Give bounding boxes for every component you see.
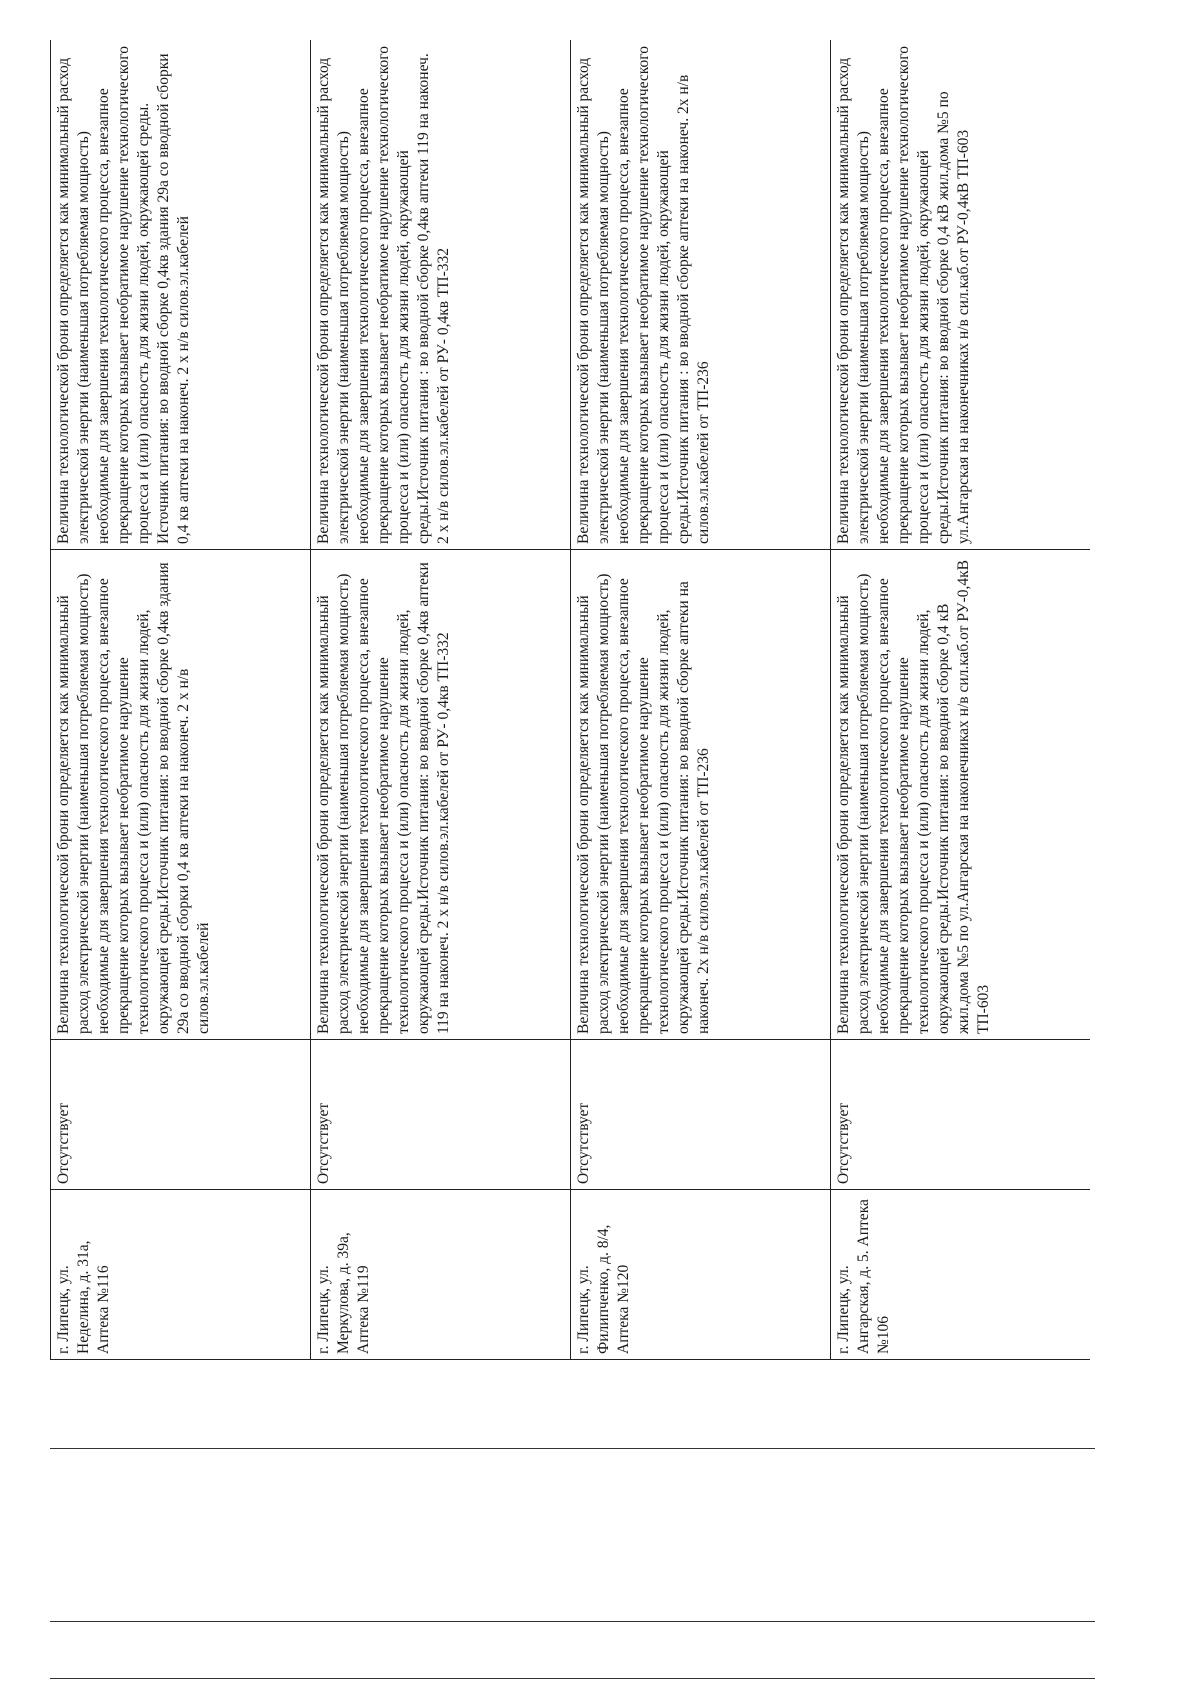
table-row [571,40,831,1360]
table-row [311,40,571,1360]
reserve-description-cell: Величина технологической брони определяется как минимальный расход электрической энергии (наименьшая потребляемая мощность) необходимые для завершения технологического процесса, внезапное прекращение которых вызывает необратимое нарушение технологического процесса и (или) опасность для жизни людей, окружающей среды.Источник питания: во вводной сборке аптеки на наконеч. 2х н/в силов.эл.кабелей от ТП-236 [571,550,831,1040]
page-rule [50,1678,1095,1679]
address-cell: г. Липецк, ул. Меркулова, д. 39а, Аптека №119 [311,1190,571,1360]
rotated-table-region [50,40,1090,1360]
reserve-description-cell-2: Величина технологической брони определяется как минимальный расход электрической энергии (наименьшая потребляемая мощность) необходимые для завершения технологического процесса, внезапное прекращение которых вызывает необратимое нарушение технологического процесса и (или) опасность для жизни людей, окружающей среды.Источник питания: во вводной сборке 0,4 кВ жил.дома №5 по ул.Ангарская на наконечниках н/в сил.каб.от РУ-0,4кВ ТП-603 [831,40,1091,550]
address-cell: г. Липецк, ул. Филипченко, д. 8/4, Аптека №120 [571,1190,831,1360]
reserve-description-cell-2: Величина технологической брони определяется как минимальный расход электрической энергии (наименьшая потребляемая мощность) необходимые для завершения технологического процесса, внезапное прекращение которых вызывает необратимое нарушение технологического процесса и (или) опасность для жизни людей, окружающей среды. Источник питания: во вводной сборке 0,4кв здания 29а со вводной сборки 0,4 кв аптеки на наконеч. 2 х н/в силов.эл.кабелей [51,40,311,550]
reserve-description-cell: Величина технологической брони определяется как минимальный расход электрической энергии (наименьшая потребляемая мощность) необходимые для завершения технологического процесса, внезапное прекращение которых вызывает необратимое нарушение технологического процесса и (или) опасность для жизни людей, окружающей среды.Источник питания: во вводной сборке 0,4кв аптеки 119 на наконеч. 2 х н/в силов.эл.кабелей от РУ- 0,4кв ТП-332 [311,550,571,1040]
tech-reserve-table [50,40,1090,1360]
reserve-description-cell-2: Величина технологической брони определяется как минимальный расход электрической энергии (наименьшая потребляемая мощность) необходимые для завершения технологического процесса, внезапное прекращение которых вызывает необратимое нарушение технологического процесса и (или) опасность для жизни людей, окружающей среды.Источник питания : во вводной сборке аптеки на наконеч. 2х н/в силов.эл.кабелей от ТП-236 [571,40,831,550]
rotated-table-frame [50,40,1090,1360]
reserve-description-cell: Величина технологической брони определяется как минимальный расход электрической энергии (наименьшая потребляемая мощность) необходимые для завершения технологического процесса, внезапное прекращение которых вызывает необратимое нарушение технологического процесса и (или) опасность для жизни людей, окружающей среды.Источник питания: во вводной сборке 0,4кв здания 29а со вводной сборки 0,4 кв аптеки на наконеч. 2 х н/в силов.эл.кабелей [51,550,311,1040]
page-rule [50,1621,1095,1622]
status-cell: Отсутствует [831,1040,1091,1190]
address-cell: г. Липецк, ул. Ангарская, д. 5. Аптека №106 [831,1190,1091,1360]
status-cell: Отсутствует [51,1040,311,1190]
status-cell: Отсутствует [311,1040,571,1190]
status-cell: Отсутствует [571,1040,831,1190]
table-row [831,40,1091,1360]
page-rule [50,1448,1095,1449]
reserve-description-cell-2: Величина технологической брони определяется как минимальный расход электрической энергии (наименьшая потребляемая мощность) необходимые для завершения технологического процесса, внезапное прекращение которых вызывает необратимое нарушение технологического процесса и (или) опасность для жизни людей, окружающей среды.Источник питания : во вводной сборке 0,4кв аптеки 119 на наконеч. 2 х н/в силов.эл.кабелей от РУ- 0,4кв ТП-332 [311,40,571,550]
reserve-description-cell: Величина технологической брони определяется как минимальный расход электрической энергии (наименьшая потребляемая мощность) необходимые для завершения технологического процесса, внезапное прекращение которых вызывает необратимое нарушение технологического процесса и (или) опасность для жизни людей, окружающей среды.Источник питания: во вводной сборке 0,4 кВ жил.дома №5 по ул.Ангарская на наконечниках н/в сил.каб.от РУ-0,4кВ ТП-603 [831,550,1091,1040]
table-row [51,40,311,1360]
address-cell: г. Липецк, ул. Неделина, д. 31а, Аптека №116 [51,1190,311,1360]
